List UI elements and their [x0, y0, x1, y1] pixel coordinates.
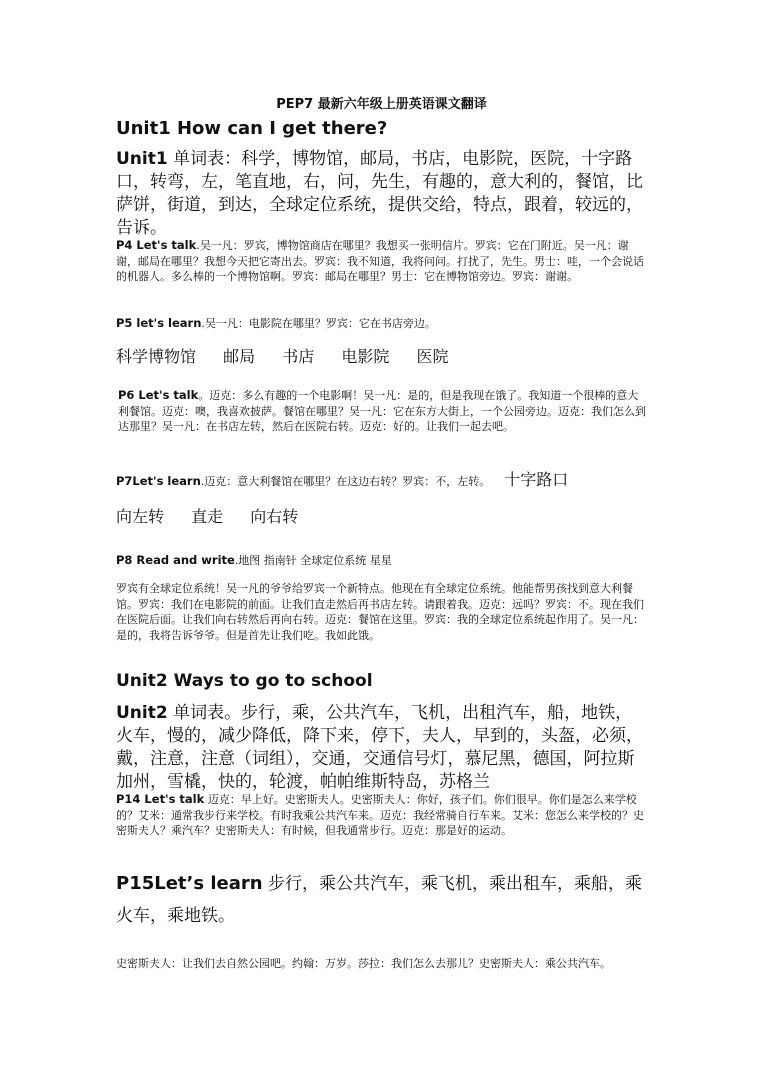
word-item: 向左转 — [116, 507, 165, 526]
word-item: 电影院 — [341, 347, 390, 366]
p14-label: P14 Let's talk — [116, 792, 205, 806]
p5-label: P5 let's learn — [116, 316, 202, 330]
unit1-vocab-label: Unit1 — [116, 149, 168, 169]
unit2-vocab-label: Unit2 — [116, 703, 168, 723]
word-item: 书店 — [282, 347, 315, 366]
word-item: 医院 — [416, 347, 449, 366]
p15-dialog: 史密斯夫人：让我们去自然公园吧。约翰：万岁。莎拉：我们怎么去那儿？史密斯夫人：乘公共汽车。 — [116, 957, 611, 970]
p7-label: P7Let's learn — [116, 474, 201, 488]
word-item: 科学博物馆 — [116, 347, 197, 366]
p4-label: P4 Let's talk — [116, 238, 197, 252]
unit1-vocab-paragraph — [116, 148, 646, 240]
p6-label: P6 Let's talk — [118, 388, 199, 402]
p6-text: 。迈克：多么有趣的一个电影啊！吴一凡：是的，但是我现在饿了。我知道一个很棒的意大利餐馆。迈克：噢，我喜欢披萨。餐馆在哪里？吴一凡：它在东方大街上，一个公园旁边。迈克：我们怎么到达那里？吴一凡：在书店左转，然后在医院右转。迈克：好的。让我们一起去吧。 — [118, 389, 646, 433]
word-item: 直走 — [191, 507, 224, 526]
p4-paragraph — [116, 238, 646, 285]
word-item: 向右转 — [250, 507, 299, 526]
p5-word-list — [116, 346, 646, 368]
p6-paragraph — [118, 388, 648, 435]
p7-text: .迈克：意大利餐馆在哪里？在这边右转？罗宾：不，左转。 — [200, 475, 491, 488]
p15-paragraph — [116, 868, 646, 932]
unit2-vocab-text: 单词表。步行，乘，公共汽车，飞机，出租汽车，船，地铁，火车，慢的，减少降低，降下来，停下，夫人，早到的，头盔，必须，戴，注意，注意（词组），交通，交通信号灯，慕尼黑，德国，阿拉斯加州，雪橇，快的，轮渡，帕帕维斯特岛，苏格兰 — [116, 703, 643, 792]
p8-heading — [116, 553, 646, 569]
p15-text: 步行，乘公共汽车，乘飞机，乘出租车，乘船，乘火车，乘地铁。 — [116, 874, 642, 926]
p4-text: .吴一凡：罗宾，博物馆商店在哪里？我想买一张明信片。罗宾：它在门附近。吴一凡：谢谢，邮局在哪里？我想今天把它寄出去。罗宾：我不知道，我将问问。打扰了，先生。男士：哇，一个会说话的机器人。多么棒的一个博物馆啊。罗宾：邮局在哪里？男士：它在博物馆旁边。罗宾：谢谢。 — [116, 239, 644, 283]
document-title: PEP7 最新六年级上册英语课文翻译 — [276, 97, 487, 112]
p14-paragraph — [116, 792, 646, 839]
p7-paragraph — [116, 470, 646, 492]
p8-label: P8 Read and write — [116, 553, 235, 567]
p5-text: .吴一凡：电影院在哪里？罗宾：它在书店旁边。 — [201, 317, 436, 330]
unit1-vocab-text: 单词表：科学，博物馆，邮局，书店，电影院，医院，十字路口，转弯，左，笔直地，右，问，先生，有趣的，意大利的，餐馆，比萨饼，街道，到达，全球定位系统，提供交给，特点，跟着，较远的，告诉。 — [116, 149, 643, 238]
p15-label: P15Let’s learn — [116, 873, 263, 894]
word-item: 邮局 — [223, 347, 256, 366]
unit2-vocab-paragraph — [116, 702, 646, 794]
p8-heading-text: .地图 指南针 全球定位系统 星星 — [234, 554, 392, 567]
p5-paragraph — [116, 316, 646, 332]
p7-inline-word: 十字路口 — [504, 470, 569, 489]
unit1-heading: Unit1 How can I get there? — [116, 118, 388, 139]
p14-text: 迈克：早上好。史密斯夫人。史密斯夫人：你好，孩子们。你们很早。你们是怎么来学校的？艾米：通常我步行来学校。有时我乘公共汽车来。迈克：我经常骑自行车来。艾米：您怎么来学校的？史密斯夫人？乘汽车？史密斯夫人：有时候，但我通常步行。迈克：那是好的运动。 — [116, 793, 644, 837]
unit2-heading: Unit2 Ways to go to school — [116, 671, 373, 691]
p7-word-list — [116, 506, 646, 528]
p8-paragraph: 罗宾有全球定位系统！吴一凡的爷爷给罗宾一个新特点。他现在有全球定位系统。他能帮男孩找到意大利餐馆。罗宾：我们在电影院的前面。让我们直走然后再书店左转。请跟着我。迈克：远吗？罗宾：不。现在我们在医院后面。让我们向右转然后再向右转。迈克：餐馆在这里。罗宾：我的全球定位系统起作用了。吴一凡：是的，我将告诉爷爷。但是首先让我们吃。我如此饿。 — [116, 582, 644, 642]
